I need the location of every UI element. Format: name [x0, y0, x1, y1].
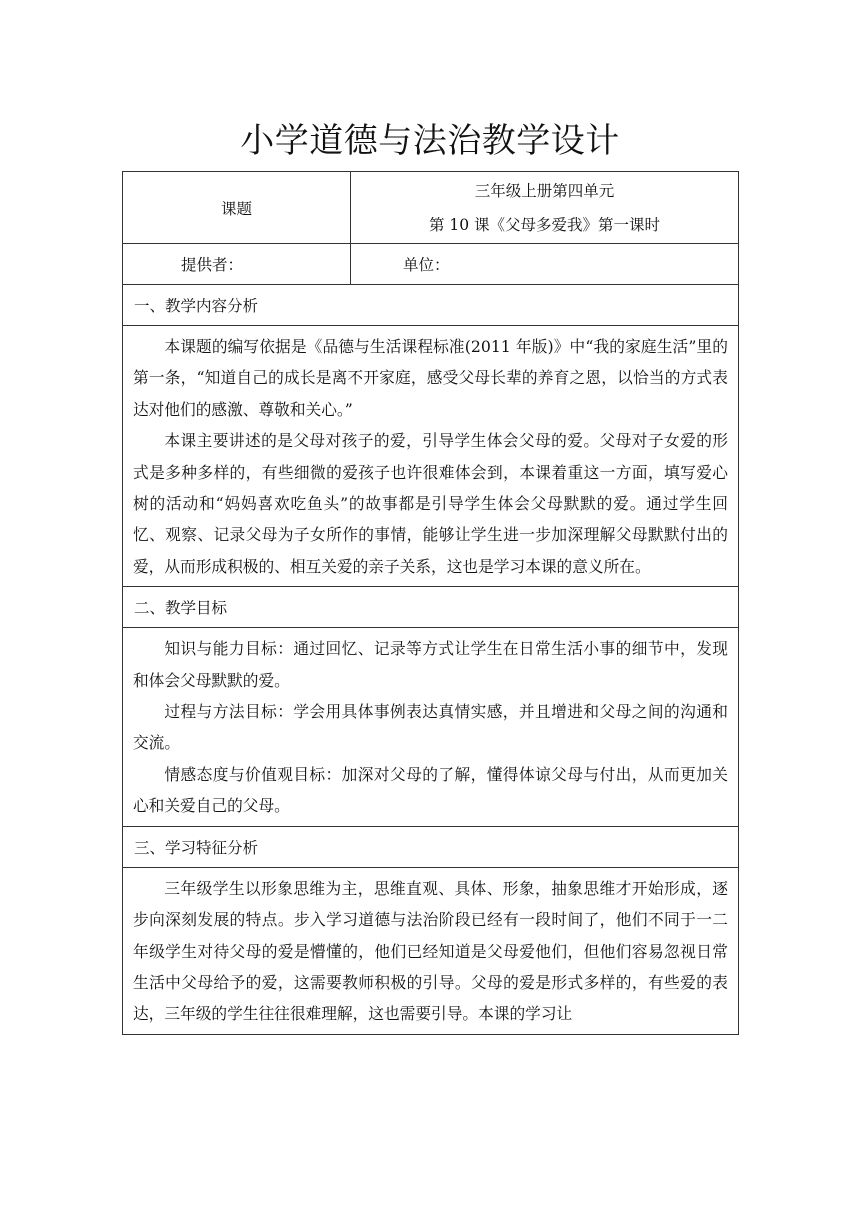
- section-body-row: [123, 628, 739, 826]
- paragraph: 本课题的编写依据是《品德与生活课程标准(2011 年版)》中“我的家庭生活”里的第一条，“知道自己的成长是离不开家庭，感受父母长辈的养育之恩，以恰当的方式表达对他们的感激、尊敬和关心。”: [133, 337, 728, 419]
- paragraph: 本课主要讲述的是父母对孩子的爱，引导学生体会父母的爱。父母对子女爱的形式是多种多样的，有些细微的爱孩子也许很难体会到，本课着重这一方面，填写爱心树的活动和“妈妈喜欢吃鱼头”的故事都是引导学生体会父母默默的爱。通过学生回忆、观察、记录父母为子女所作的事情，能够让学生进一步加深理解父母默默付出的爱，从而形成积极的、相互关爱的亲子关系，这也是学习本课的意义所在。: [133, 431, 728, 576]
- document-title: 小学道德与法治教学设计: [240, 121, 620, 161]
- provider-row: [123, 244, 739, 285]
- lesson-plan-table: [122, 171, 739, 1035]
- lesson-info: [351, 172, 739, 244]
- provider-label: 提供者：: [123, 244, 351, 285]
- section-heading: 一、教学内容分析: [123, 285, 739, 326]
- section-heading-row: [123, 826, 739, 867]
- paragraph: 知识与能力目标：通过回忆、记录等方式让学生在日常生活小事的细节中，发现和体会父母默默的爱。: [133, 639, 728, 690]
- section-body: [123, 628, 739, 826]
- lesson-line-1: 三年级上册第四单元: [474, 181, 615, 200]
- paragraph: 三年级学生以形象思维为主，思维直观、具体、形象，抽象思维才开始形成，逐步向深刻发展的特点。步入学习道德与法治阶段已经有一段时间了，他们不同于一二年级学生对待父母的爱是懵懂的，他们已经知道是父母爱他们，但他们容易忽视日常生活中父母给予的爱，这需要教师积极的引导。父母的爱是形式多样的，有些爱的表达，三年级的学生往往很难理解，这也需要引导。本课的学习让: [133, 878, 728, 1024]
- lesson-line-2: 第 10 课《父母多爱我》第一课时: [428, 215, 661, 234]
- section-heading: 三、学习特征分析: [123, 826, 739, 867]
- section-body-row: [123, 867, 739, 1034]
- section-heading: 二、教学目标: [123, 587, 739, 628]
- section-body: [123, 867, 739, 1034]
- paragraph: 情感态度与价值观目标：加深对父母的了解，懂得体谅父母与付出，从而更加关心和关爱自己的父母。: [133, 764, 728, 816]
- section-body: [123, 326, 739, 587]
- section-heading-row: [123, 285, 739, 326]
- topic-label: 课题: [123, 172, 351, 244]
- section-heading-row: [123, 587, 739, 628]
- unit-label: 单位：: [351, 244, 739, 285]
- topic-row: [123, 172, 739, 244]
- section-body-row: [123, 326, 739, 587]
- paragraph: 过程与方法目标：学会用具体事例表达真情实感，并且增进和父母之间的沟通和交流。: [133, 702, 728, 753]
